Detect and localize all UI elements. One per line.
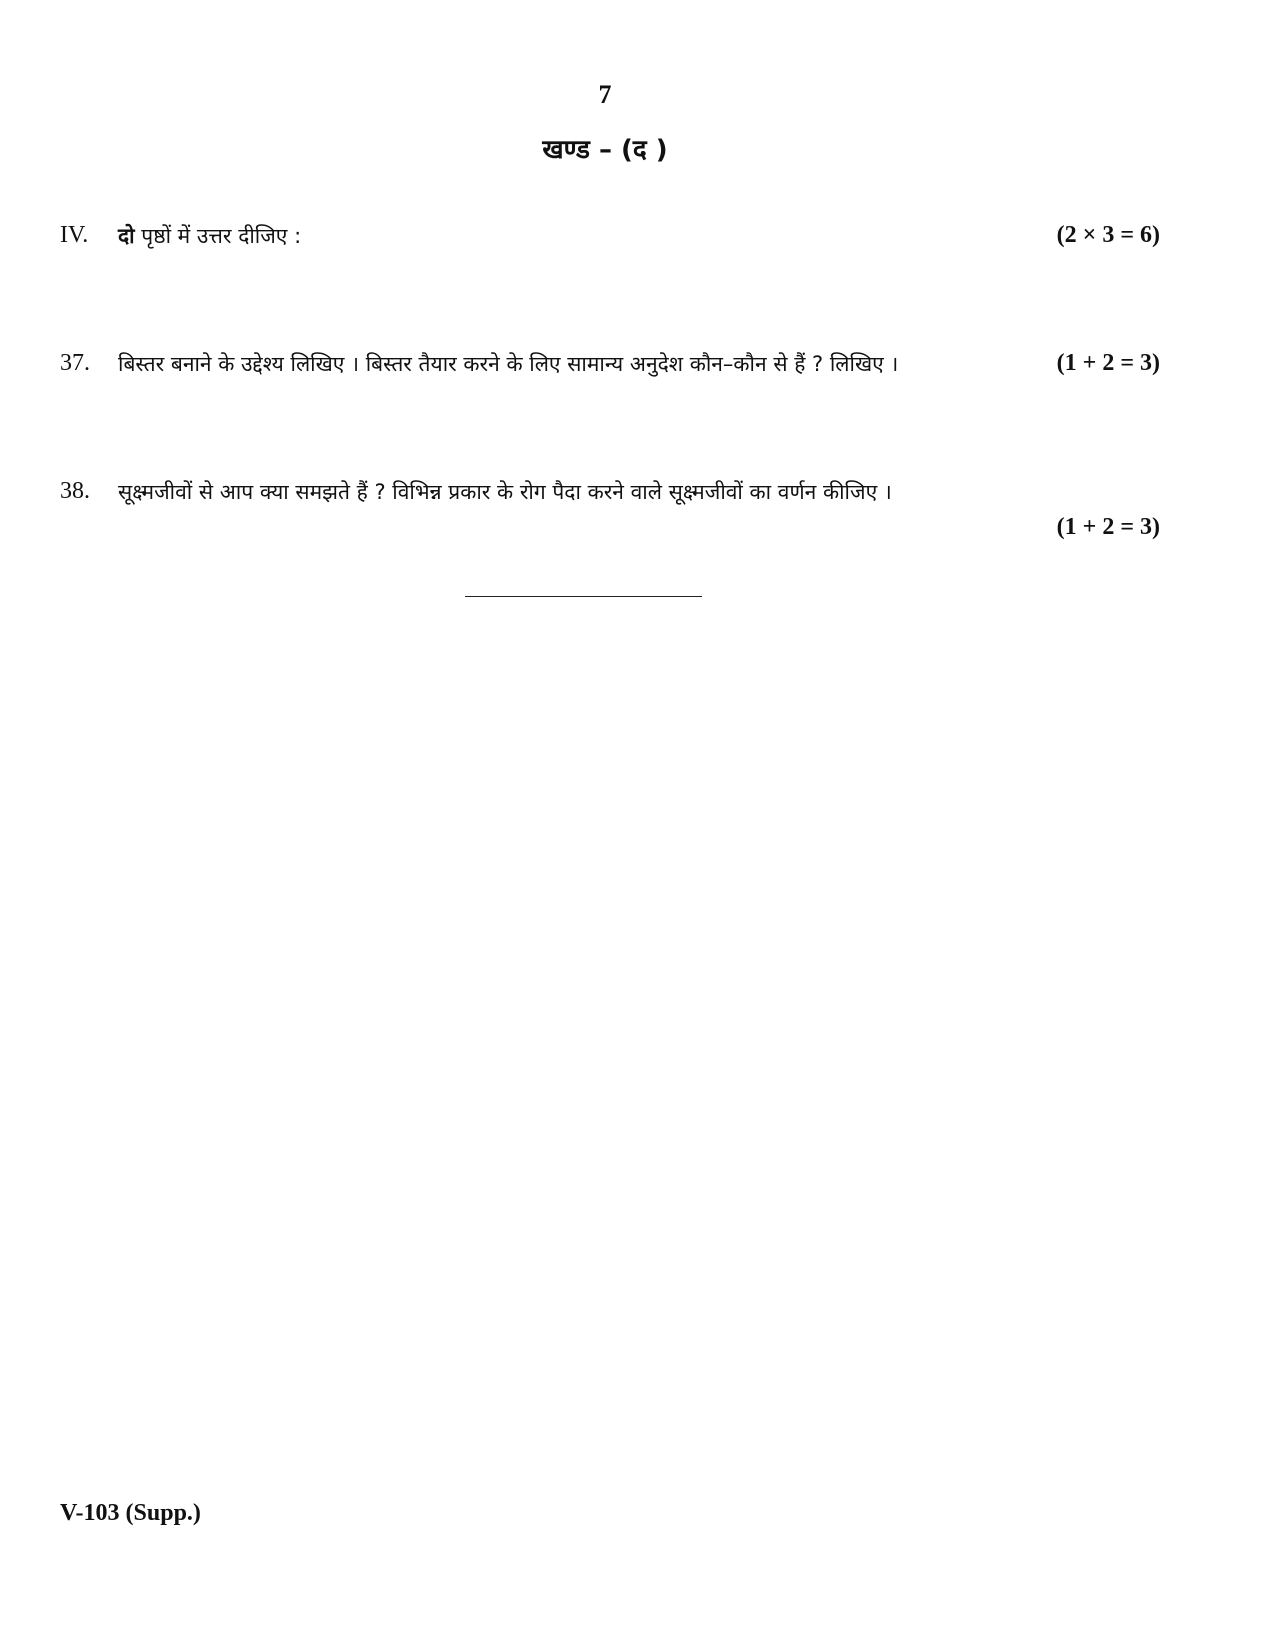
instruction-marks: (2 × 3 = 6) bbox=[1056, 222, 1160, 248]
instruction-number: IV. bbox=[60, 222, 89, 248]
section-title: खण्ड – (द ) bbox=[542, 135, 668, 165]
instruction-body: पृष्ठों में उत्तर दीजिए : bbox=[134, 224, 302, 248]
page-number: 7 bbox=[598, 80, 612, 109]
instruction-bold-lead: दो bbox=[118, 224, 135, 248]
question-number: 37. bbox=[60, 350, 90, 376]
question-text: बिस्तर बनाने के उद्देश्य लिखिए । बिस्तर तैयार करने के लिए सामान्य अनुदेश कौन–कौन से हैं ? लिखिए । bbox=[118, 352, 899, 376]
end-divider bbox=[465, 596, 702, 597]
question-text: सूक्ष्मजीवों से आप क्या समझते हैं ? विभिन्न प्रकार के रोग पैदा करने वाले सूक्ष्मजीवों का वर्णन कीजिए । bbox=[118, 480, 892, 504]
question-number: 38. bbox=[60, 478, 90, 504]
question-marks: (1 + 2 = 3) bbox=[1056, 350, 1160, 376]
question-marks: (1 + 2 = 3) bbox=[1056, 514, 1160, 540]
instruction-text bbox=[118, 222, 301, 250]
footer-code: V-103 (Supp.) bbox=[60, 1500, 201, 1526]
